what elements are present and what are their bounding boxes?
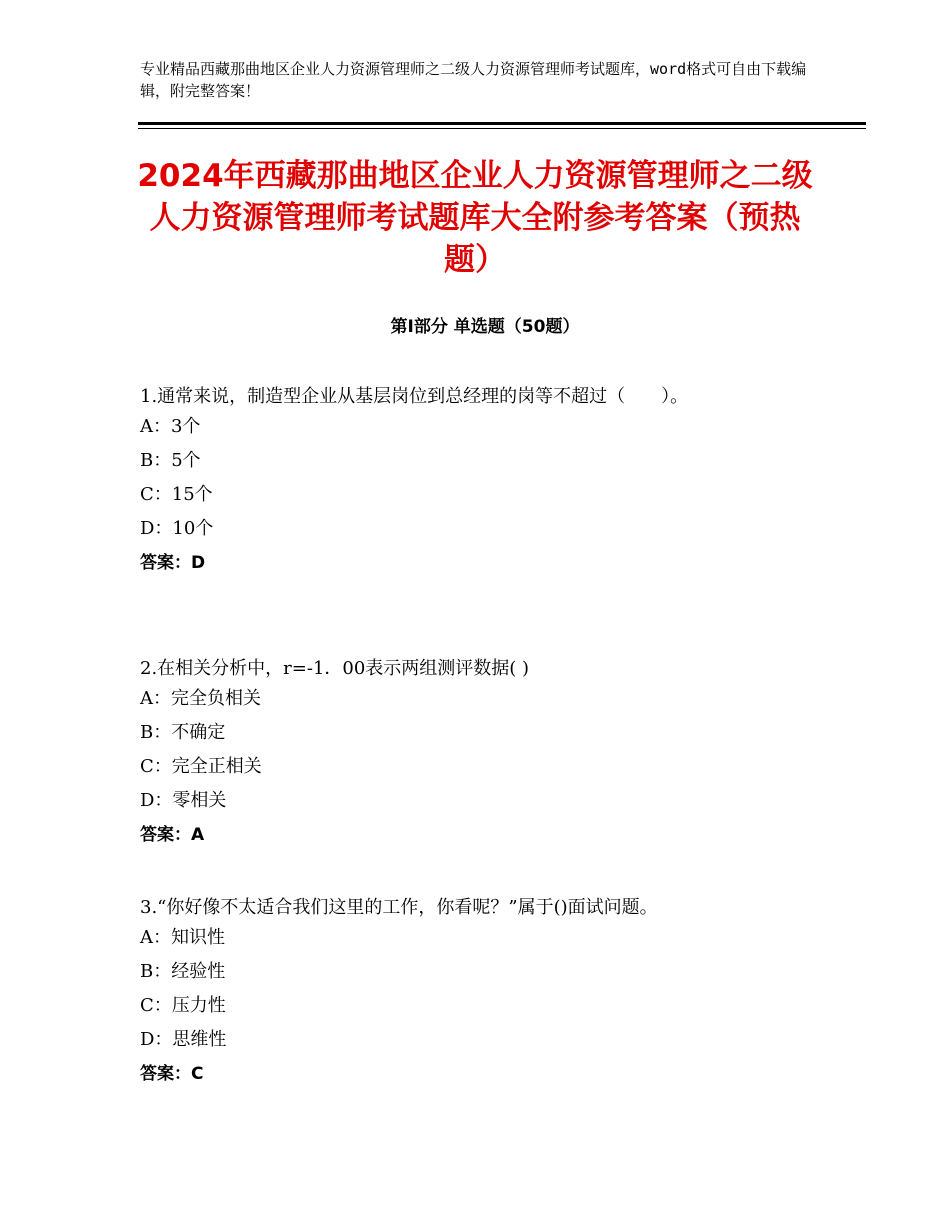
option-b: B：5个 xyxy=(140,450,201,471)
section-title: 第Ⅰ部分 单选题（50题） xyxy=(390,317,580,337)
option-d: D：思维性 xyxy=(140,1029,227,1050)
question-stem: 2.在相关分析中，r=-1．00表示两组测评数据( ) xyxy=(140,658,530,679)
question-stem: 1.通常来说，制造型企业从基层岗位到总经理的岗等不超过（ ）。 xyxy=(140,386,689,407)
header-rule xyxy=(138,122,866,125)
question-stem: 3.“你好像不太适合我们这里的工作，你看呢？”属于()面试问题。 xyxy=(140,897,658,918)
question-2 xyxy=(140,655,840,852)
answer: 答案：A xyxy=(140,825,205,845)
document-title: 2024年西藏那曲地区企业人力资源管理师之二级人力资源管理师考试题库大全附参考答案（预热题） xyxy=(137,158,813,278)
option-d: D：10个 xyxy=(140,518,214,539)
option-a: A：完全负相关 xyxy=(140,688,261,709)
option-c: C：完全正相关 xyxy=(140,756,262,777)
option-b: B：不确定 xyxy=(140,722,226,743)
header-rule-thin xyxy=(138,128,866,129)
option-c: C：压力性 xyxy=(140,995,226,1016)
option-b: B：经验性 xyxy=(140,961,226,982)
question-3 xyxy=(140,894,840,1091)
option-a: A：3个 xyxy=(140,416,201,437)
question-1 xyxy=(140,383,840,580)
option-c: C：15个 xyxy=(140,484,213,505)
answer: 答案：D xyxy=(140,553,206,573)
header-note: 专业精品西藏那曲地区企业人力资源管理师之二级人力资源管理师考试题库，word格式可自由下载编辑，附完整答案！ xyxy=(140,60,807,100)
answer: 答案：C xyxy=(140,1064,204,1084)
option-d: D：零相关 xyxy=(140,790,227,811)
option-a: A：知识性 xyxy=(140,927,225,948)
